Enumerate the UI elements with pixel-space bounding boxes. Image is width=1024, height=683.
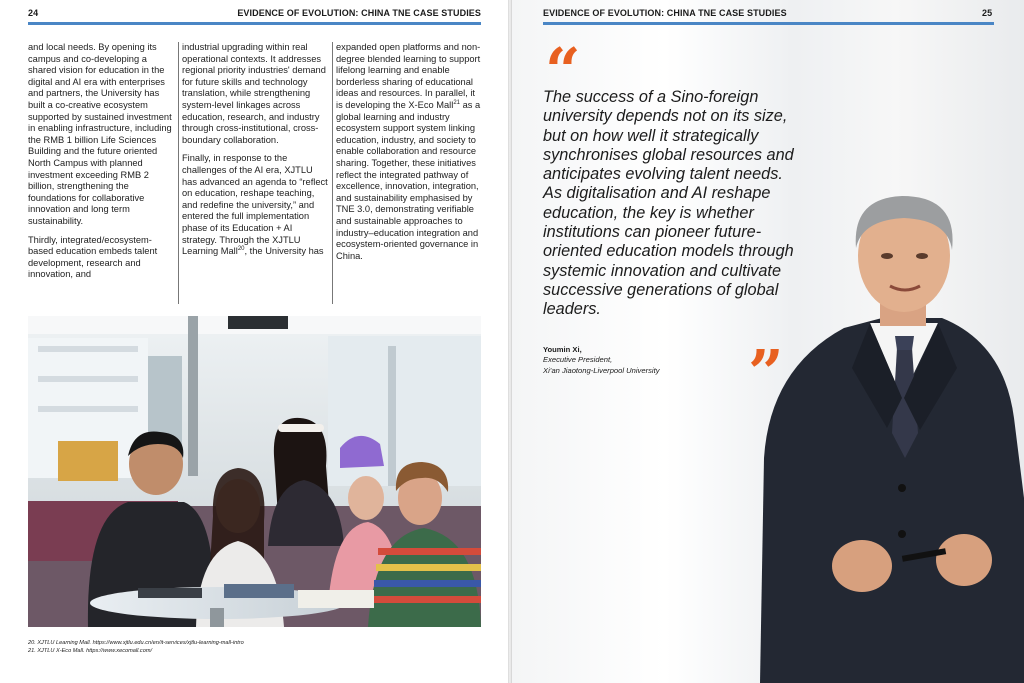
speaker-title: Executive President, xyxy=(543,355,613,365)
paragraph: industrial upgrading within real operational contexts. It addresses regional priority industries' demand for future skills and technology translation, while strengthening system-level linkages across education, research, and industry through cross-institutional, cross-boundary collaboration. xyxy=(182,42,326,145)
speaker-organization: Xi’an Jiaotong-Liverpool University xyxy=(543,365,660,375)
header-rule-left xyxy=(28,22,481,25)
paragraph: Thirdly, integrated/ecosystem-based education embeds talent development, research and innovation, and xyxy=(28,234,158,280)
paragraph xyxy=(182,153,328,257)
quote-attribution xyxy=(543,345,660,376)
column-divider xyxy=(178,42,179,304)
paragraph: and local needs. By opening its campus and co-developing a shared vision for education in the digital and AI era with enterprises and partners, the University has built a co-creative ecosystem supported by sustained investment in enabling infrastructure, including the RMB 1 billion Life Sciences Building and the future oriented North Campus with planned investment exceeding RMB 2 billion, strengthening the foundations for collaborative innovation and long term sustainability. xyxy=(28,42,172,226)
footnote-20: 20. XJTLU Learning Mall. https://www.xjtlu.edu.cn/en/it-services/xjtlu-learning-mall-intro xyxy=(28,640,244,646)
page-number-right: 25 xyxy=(982,8,993,18)
paragraph-text: expanded open platforms and non-degree blended learning to support lifelong learning and enable borderless sharing of educational ideas and resources. In parallel, it is developing the X-Eco Mall xyxy=(336,42,481,110)
open-quote-mark: “ xyxy=(545,34,581,107)
footnote-ref-20: 20 xyxy=(237,246,245,252)
header-rule-right xyxy=(543,22,994,25)
paragraph-text: , the University has xyxy=(244,246,324,257)
page-number-left: 24 xyxy=(28,8,39,18)
paragraph-text: as a global learning and industry ecosystem support system linking education, industry, and society to enable collaboration and resource sharing. Together, these initiatives reflect the integrated pathway of excellence, innovation, integration, and sustainability emphasised by TNE 3.0, demonstrating verifiable and sustainable approaches to industry–education integration and ecosystem-oriented governance in China. xyxy=(336,99,481,261)
students-photo-illustration xyxy=(28,316,481,627)
pull-quote: The success of a Sino-foreign university depends not on its size, but on how well it strategically synchronises global resources and anticipates evolving talent needs. As digitalisation and AI reshape education, the key is whether institutions can pioneer future-oriented education models through systemic innovation and cultivate successive generations of global leaders. xyxy=(543,88,794,319)
paragraph xyxy=(336,42,482,262)
column-divider xyxy=(332,42,333,304)
students-study-photo xyxy=(28,316,481,627)
running-header-right: EVIDENCE OF EVOLUTION: CHINA TNE CASE STUDIES xyxy=(543,8,787,18)
footnote-ref-21: 21 xyxy=(453,99,460,106)
text-column-2 xyxy=(182,42,328,265)
close-quote-mark: ” xyxy=(748,336,784,409)
paragraph-text: Finally, in response to the challenges of the AI era, XJTLU has advanced an agenda to “reflect on education, reshape teaching, and redefine the university,” and entered the full implementation phase of its Education + AI strategy. Through the XJTLU Learning Mall xyxy=(182,153,328,257)
running-header-left: EVIDENCE OF EVOLUTION: CHINA TNE CASE STUDIES xyxy=(237,8,481,18)
text-column-1 xyxy=(28,42,174,288)
left-page xyxy=(0,0,508,683)
speaker-name: Youmin Xi, xyxy=(543,345,582,354)
footnote-21: 21. XJTLU X-Eco Mall. https://www.xecomall.com/ xyxy=(28,648,153,654)
text-column-3 xyxy=(336,42,482,269)
